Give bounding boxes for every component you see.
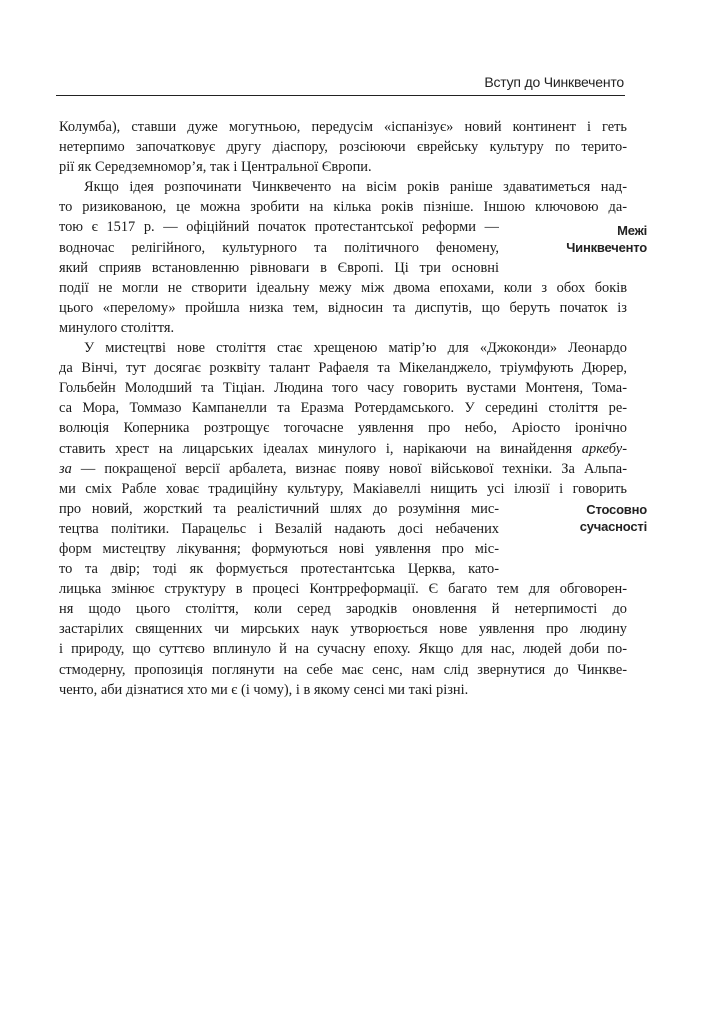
text-line: то ризикованою, це можна зробити на кілька років пізніше. Іншою ключовою да- — [59, 199, 627, 216]
text-line: застарілих священних чи мирських наук утворюється нове уявлення про людину — [59, 621, 627, 638]
text-line: ченто, аби дізнатися хто ми є (і чому), і в якому сенсі ми такі різні. — [59, 681, 469, 698]
margin-note-line: Стосовно — [586, 502, 647, 517]
text-line: нетерпимо започатковує другу діаспору, розсіюючи єврейську культуру по терито- — [59, 139, 627, 156]
text-line: і природу, що суттєво вплинуло й на сучасну епоху. Якщо для нас, людей доби по- — [59, 641, 627, 658]
text-line — [59, 459, 627, 479]
text-line: тою є 1517 р. — офіційний початок протестантської реформи — — [59, 219, 499, 236]
header-rule — [56, 95, 625, 96]
body-text — [59, 117, 627, 700]
text-line: водночас релігійного, культурного та політичного феномену, — [59, 239, 499, 256]
text-line: то та двір; тоді як формується протестантська Церква, като- — [59, 561, 499, 578]
text-line: Якщо ідея розпочинати Чинквеченто на вісім років раніше здаватиметься над- — [84, 179, 627, 196]
text-line: У мистецтві нове століття стає хрещеною матір’ю для «Джоконди» Леонардо — [84, 340, 627, 357]
running-header-title: Вступ до Чинквеченто — [484, 74, 624, 90]
text-line: стмодерну, пропозиція поглянути на себе має сенс, нам слід звернутися до Чинкве- — [59, 661, 627, 678]
text-span: — покращеної версії арбалета, визнає появу нової військової техніки. За Альпа- — [71, 460, 627, 477]
margin-note-line: Чинквеченто — [566, 240, 647, 255]
text-line: минулого століття. — [59, 319, 175, 336]
italic-term: за — [59, 460, 72, 477]
text-line: тецтва політики. Парацельс і Везалій надають досі небачених — [59, 520, 499, 537]
text-line: цього «перелому» пройшла низка тем, відносин та диспутів, що беруть початок із — [59, 299, 627, 316]
italic-term: аркебу- — [581, 440, 627, 457]
text-line: про новий, жорсткий та реалістичний шлях до розуміння мис- — [59, 500, 499, 517]
margin-note-line: сучасності — [579, 519, 647, 534]
text-line: Гольбейн Молодший та Тіціан. Людина того часу говорить вустами Монтеня, Тома- — [59, 380, 627, 397]
text-line: ня щодо цього століття, коли серед зародків оновлення й нетерпимості до — [59, 601, 627, 618]
text-span: ставить хрест на лицарських ідеалах минулого і, нарікаючи на винайдення — [59, 440, 582, 457]
text-line — [59, 439, 627, 459]
text-line: да Вінчі, тут досягає розквіту талант Рафаеля та Мікеланджело, тріумфують Дюрер, — [59, 360, 627, 377]
text-line: форм мистецтву лікування; формуються нові уявлення про міс- — [59, 540, 499, 557]
text-line: Колумба), ставши дуже могутньою, передусім «іспанізує» новий континент і геть — [59, 119, 627, 135]
text-line: рії як Середземномор’я, так і Центральної Європи. — [59, 159, 372, 176]
text-line: волюція Коперника розтрощує тогочасне уявлення про небо, Аріосто іронічно — [59, 420, 627, 437]
text-line: який сприяв встановленню рівноваги в Європі. Ці три основні — [59, 259, 499, 276]
text-line: події не могли не створити ідеальну межу між двома епохами, коли з обох боків — [59, 279, 627, 296]
text-line: лицька змінює структуру в процесі Контрреформації. Є багато тем для обговорен- — [59, 581, 627, 598]
margin-note-line: Межі — [617, 223, 647, 238]
text-line: са Мора, Томмазо Кампанелли та Еразма Ротердамського. У середині століття ре- — [59, 400, 627, 417]
text-line: ми сміх Рабле ховає традиційну культуру, Макіавеллі нищить усі ілюзії і говорить — [59, 480, 627, 497]
